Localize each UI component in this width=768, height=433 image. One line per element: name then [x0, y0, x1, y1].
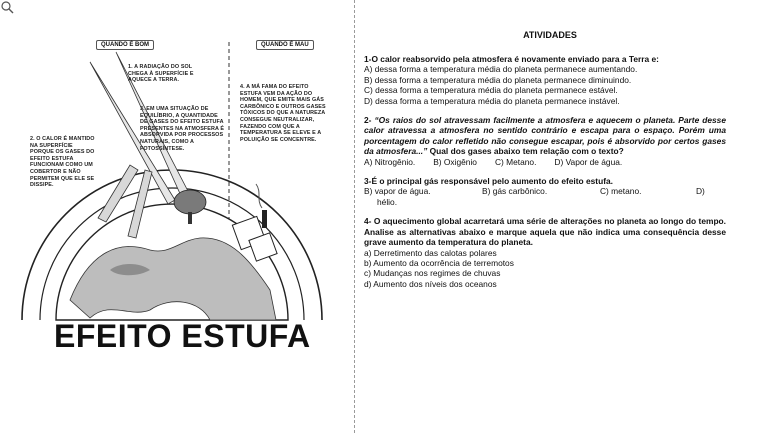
- question-1-option-a: A) dessa forma a temperatura média do planeta permanece aumentando.: [364, 64, 638, 75]
- question-1: [364, 54, 726, 106]
- zoom-icon[interactable]: [0, 0, 14, 14]
- question-3-option-c: C) metano.: [600, 186, 642, 197]
- question-4-option-c: c) Mudanças nos regimes de chuvas: [364, 268, 501, 279]
- question-2-quote: “Os raios do sol atravessam facilmente a atmosfera e aquecem o planeta. Parte desse calor atravessa a atmosfera no sentido contrário e escapa para o espaço. Porém uma porcentagem do calor refletido não consegue escapar, pois é absorvido por certos gases da atmosfera...”: [364, 115, 726, 157]
- caption-1: 1. A RADIAÇÃO DO SOL CHEGA À SUPERFÍCIE E AQUECE A TERRA.: [128, 64, 194, 84]
- question-4: [364, 216, 726, 289]
- activities-panel: [364, 30, 726, 298]
- tag-when-good: QUANDO É BOM: [96, 40, 154, 50]
- question-3-text: 3-É o principal gás responsável pelo aumento do efeito estufa.: [364, 176, 613, 187]
- question-2: [364, 115, 726, 167]
- question-2-number: 2-: [364, 115, 372, 126]
- question-3: [364, 176, 726, 207]
- question-2-option-a: A) Nitrogênio.: [364, 156, 416, 167]
- question-3-option-b1: B) vapor de água.: [364, 186, 431, 197]
- question-3-option-last: hélio.: [377, 196, 398, 207]
- tree-trunk: [188, 212, 192, 224]
- question-2-option-b: B) Oxigênio: [433, 156, 477, 167]
- illustration-title: EFEITO ESTUFA: [54, 318, 311, 354]
- question-2-options: [364, 157, 726, 167]
- question-3-option-b2: B) gás carbônico.: [482, 186, 548, 197]
- caption-2: 2. O CALOR É MANTIDO NA SUPERFÍCIE PORQUE OS GASES DO EFEITO ESTUFA FUNCIONAM COMO UM COBERTOR E NÃO PERMITEM QUE ELE SE DISSIPE.: [30, 136, 95, 189]
- question-4-option-b: b) Aumento da ocorrência de terremotos: [364, 257, 514, 268]
- greenhouse-illustration-panel: [0, 0, 352, 433]
- tree-icon: [174, 190, 206, 214]
- column-divider: [354, 0, 355, 433]
- question-1-option-c: C) dessa forma a temperatura média do planeta permanece estável.: [364, 85, 618, 96]
- question-2-option-d: D) Vapor de água.: [554, 156, 623, 167]
- factory-chimney: [262, 210, 267, 228]
- question-1-text: 1-O calor reabsorvido pela atmosfera é novamente enviado para a Terra e:: [364, 54, 659, 64]
- caption-3: 3. EM UMA SITUAÇÃO DE EQUILÍBRIO, A QUANTIDADE DE GASES DO EFEITO ESTUFA PRESENTES NA ATMOSFERA É ABSORVIDA POR PROCESSOS NATURAIS, COMO A FOTOSSÍNTESE.: [140, 106, 225, 152]
- tag-when-bad: QUANDO É MAU: [256, 40, 314, 50]
- question-2-ask: Qual dos gases abaixo tem relação com o texto?: [427, 146, 624, 157]
- question-1-option-d: D) dessa forma a temperatura média do planeta permanece instável.: [364, 95, 620, 106]
- question-1-option-b: B) dessa forma a temperatura média do planeta permanece diminuindo.: [364, 74, 632, 85]
- caption-4: 4. A MÁ FAMA DO EFEITO ESTUFA VEM DA AÇÃO DO HOMEM, QUE EMITE MAIS GÁS CARBÔNICO E OUTROS GASES TÓXICOS DO QUE A NATUREZA CONSEGUE NEUTRALIZAR, FAZENDO COM QUE A TEMPERATURA SE ELEVE E A POLUIÇÃO SE CONCENTRE.: [240, 84, 326, 143]
- question-4-option-d: d) Aumento dos níveis dos oceanos: [364, 278, 497, 289]
- question-2-option-c: C) Metano.: [494, 156, 537, 167]
- question-3-options: [364, 186, 726, 196]
- question-3-option-d: D): [696, 186, 705, 197]
- question-4-text: 4- O aquecimento global acarretará uma série de alterações no planeta ao longo do tempo. Analise as alternativas abaixo e marque aquela que não indica uma consequência desse grave aumento da temperatura do planeta.: [364, 216, 726, 248]
- question-4-option-a: a) Derretimento das calotas polares: [364, 247, 497, 258]
- activities-header: ATIVIDADES: [523, 30, 577, 40]
